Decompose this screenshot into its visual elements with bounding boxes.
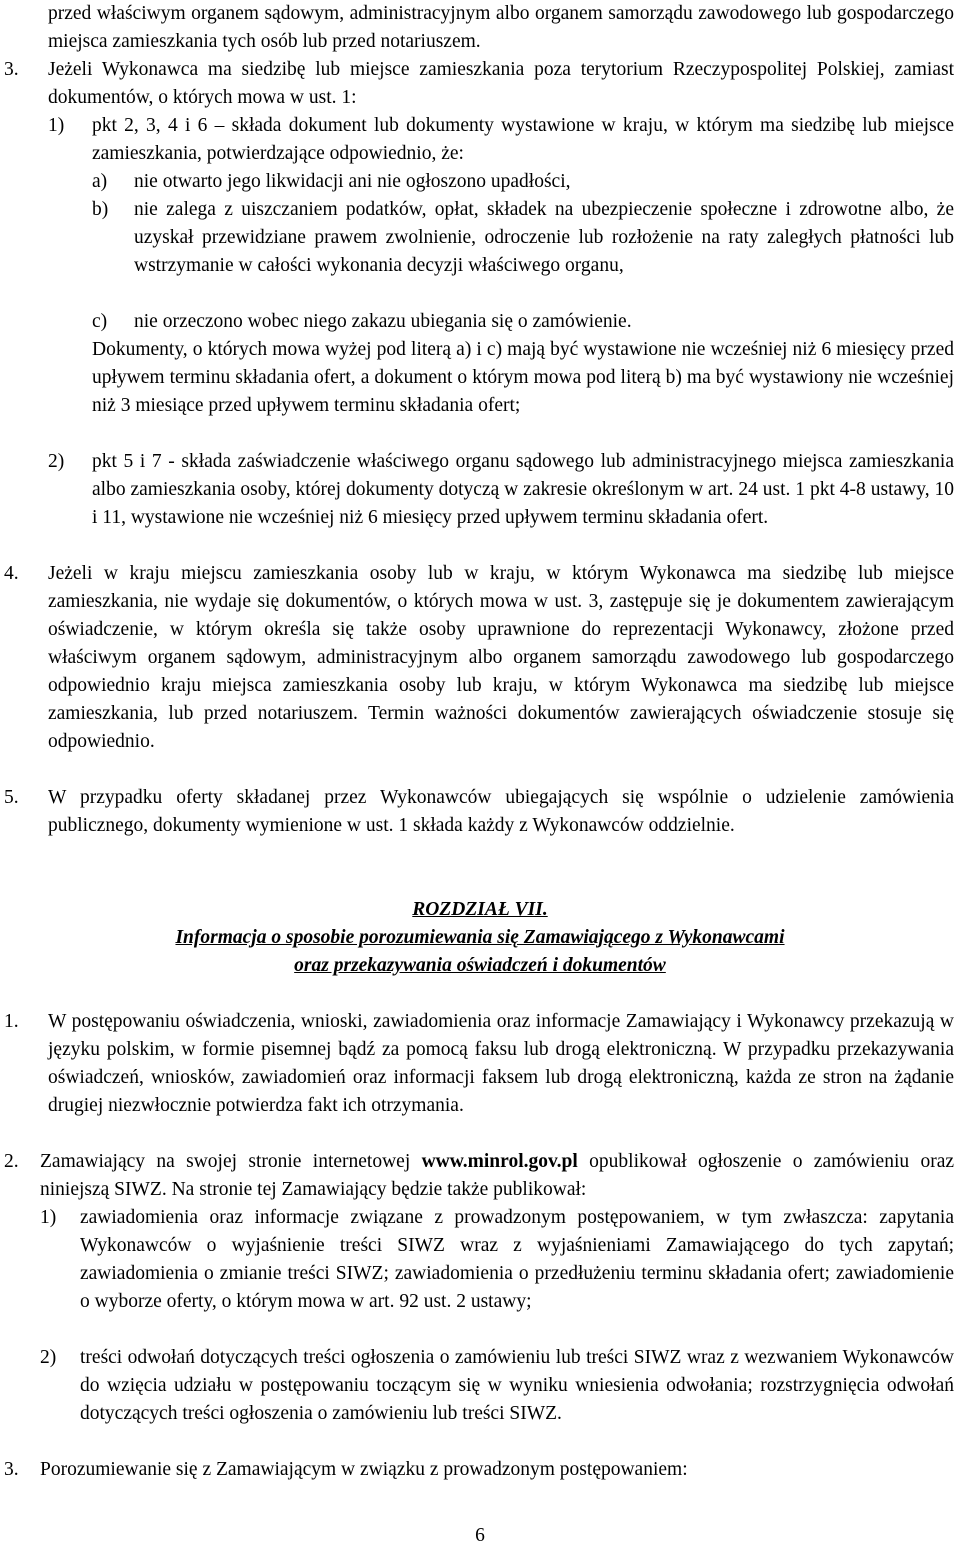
item2-text-before: Zamawiający na swojej stronie internetowej [40, 1151, 422, 1172]
letter-label: c) [92, 311, 108, 332]
list-text: Porozumiewanie się z Zamawiającym w związku z prowadzonym postępowaniem: [40, 1459, 688, 1480]
list-number: 5. [4, 787, 19, 808]
list-text: W przypadku oferty składanej przez Wykonawców ubiegających się wspólnie o udzielenie zamówienia publicznego, dokumenty wymienione w ust. 1 składa każdy z Wykonawców oddzielnie. [48, 787, 954, 836]
chapter-item-2-sub-1 [40, 1204, 954, 1316]
list-number: 3. [4, 1459, 19, 1480]
list-number: 2. [4, 1151, 19, 1172]
chapter-item-1 [4, 1008, 954, 1120]
website-link[interactable]: www.minrol.gov.pl [421, 1151, 578, 1172]
sub-text: treści odwołań dotyczących treści ogłoszenia o zamówieniu lub treści SIWZ wraz z wezwaniem Wykonawców do wzięcia udziału w postępowaniu toczącym się w wyniku wniesienia odwołania; rozstrzygnięcia odwołań dotyczących treści ogłoszenia o zamówieniu lub treści SIWZ. [80, 1347, 954, 1424]
chapter-subtitle-line1: Informacja o sposobie porozumiewania się Zamawiającego z Wykonawcami [175, 927, 785, 948]
sub-text: zawiadomienia oraz informacje związane z prowadzonym postępowaniem, w tym zwłaszcza: zapytania Wykonawców o wyjaśnienie treści SIWZ wraz z wyjaśnieniami Zamawiającego do tych zapytań; zawiadomienia o zmianie treści SIWZ; zawiadomienia o przedłużeniu terminu składania ofert; zawiadomienie o wyborze oferty, o którym mowa w art. 92 ust. 2 ustawy; [80, 1207, 954, 1312]
sub-item-1 [48, 112, 954, 168]
sub-text: pkt 2, 3, 4 i 6 – składa dokument lub dokumenty wystawione w kraju, w którym ma siedzibę lub miejsce zamieszkania, potwierdzające odpowiednio, że: [92, 115, 954, 164]
chapter-item-2 [4, 1148, 954, 1204]
list-text: Jeżeli w kraju miejscu zamieszkania osoby lub w kraju, w którym Wykonawca ma siedzibę lub miejsce zamieszkania, nie wydaje się dokumentów, o których mowa w ust. 3, zastępuje się je dokumentem zawierającym oświadczenie, w którym określa się także osoby uprawnione do reprezentacji Wykonawcy, złożone przed właściwym organem sądowym, administracyjnym albo organem samorządu zawodowego lub gospodarczego odpowiednio kraju miejsca zamieszkania osoby lub kraju, w którym Wykonawca ma siedzibę lub miejsce zamieszkania, lub przed notariuszem. Termin ważności dokumentów zawierających oświadczenie stosuje się odpowiednio. [48, 563, 954, 752]
list-number: 4. [4, 563, 19, 584]
letter-label: b) [92, 199, 109, 220]
list-item-4 [4, 560, 954, 756]
letter-text: nie orzeczono wobec niego zakazu ubiegania się o zamówienie. [134, 311, 632, 332]
letter-text: nie otwarto jego likwidacji ani nie ogłoszono upadłości, [134, 171, 571, 192]
letter-item-a [92, 168, 954, 196]
list-item-5 [4, 784, 954, 840]
item2-text-after: opublikował ogłoszenie o zamówieniu oraz niniejszą SIWZ. Na stronie tej Zamawiający będzie także publikował: [40, 1151, 955, 1200]
letter-label: a) [92, 171, 108, 192]
sub-text: pkt 5 i 7 - składa zaświadczenie właściwego organu sądowego lub administracyjnego miejsca zamieszkania albo zamieszkania osoby, której dokumenty dotyczą w zakresie określonym w art. 24 ust. 1 pkt 4-8 ustawy, 10 i 11, wystawione nie wcześniej niż 6 miesięcy przed upływem terminu składania ofert. [92, 451, 954, 528]
chapter-item-3 [4, 1456, 954, 1484]
list-text [40, 1148, 954, 1204]
list-number: 3. [4, 59, 19, 80]
letter-item-b [92, 196, 954, 280]
sub-number: 2) [48, 451, 65, 472]
letter-item-c [92, 308, 954, 336]
page-number: 6 [475, 1525, 485, 1546]
list-text: Jeżeli Wykonawca ma siedzibę lub miejsce zamieszkania poza terytorium Rzeczypospolitej Polskiej, zamiast dokumentów, o których mowa w ust. 1: [48, 59, 954, 108]
sub-number: 1) [40, 1207, 57, 1228]
documents-note: Dokumenty, o których mowa wyżej pod literą a) i c) mają być wystawione nie wcześniej niż 6 miesięcy przed upływem terminu składania ofert, a dokument o którym mowa pod literą b) ma być wystawiony nie wcześniej niż 3 miesiące przed upływem terminu składania ofert; [92, 339, 954, 416]
letter-text: nie zalega z uiszczaniem podatków, opłat, składek na ubezpieczenie społeczne i zdrowotne albo, że uzyskał przewidziane prawem zwolnienie, odroczenie lub rozłożenie na raty zaległych płatności lub wstrzymanie w całości wykonania decyzji właściwego organu, [134, 199, 954, 276]
list-number: 1. [4, 1011, 19, 1032]
chapter-item-2-sub-2 [40, 1344, 954, 1428]
chapter-subtitle-line2: oraz przekazywania oświadczeń i dokumentów [294, 955, 666, 976]
sub-item-2 [48, 448, 954, 532]
sub-number: 1) [48, 115, 65, 136]
list-item-3 [4, 56, 954, 112]
chapter-title: ROZDZIAŁ VII. [412, 899, 548, 920]
continuation-paragraph: przed właściwym organem sądowym, administracyjnym albo organem samorządu zawodowego lub gospodarczego miejsca zamieszkania tych osób lub przed notariuszem. [48, 3, 954, 52]
list-text: W postępowaniu oświadczenia, wnioski, zawiadomienia oraz informacje Zamawiający i Wykonawcy przekazują w języku polskim, w formie pisemnej bądź za pomocą faksu lub drogą elektroniczną. W przypadku przekazywania oświadczeń, wniosków, zawiadomień oraz informacji faksem lub drogą elektroniczną, każda ze stron na żądanie drugiej niezwłocznie potwierdza fakt ich otrzymania. [48, 1011, 954, 1116]
sub-number: 2) [40, 1347, 57, 1368]
